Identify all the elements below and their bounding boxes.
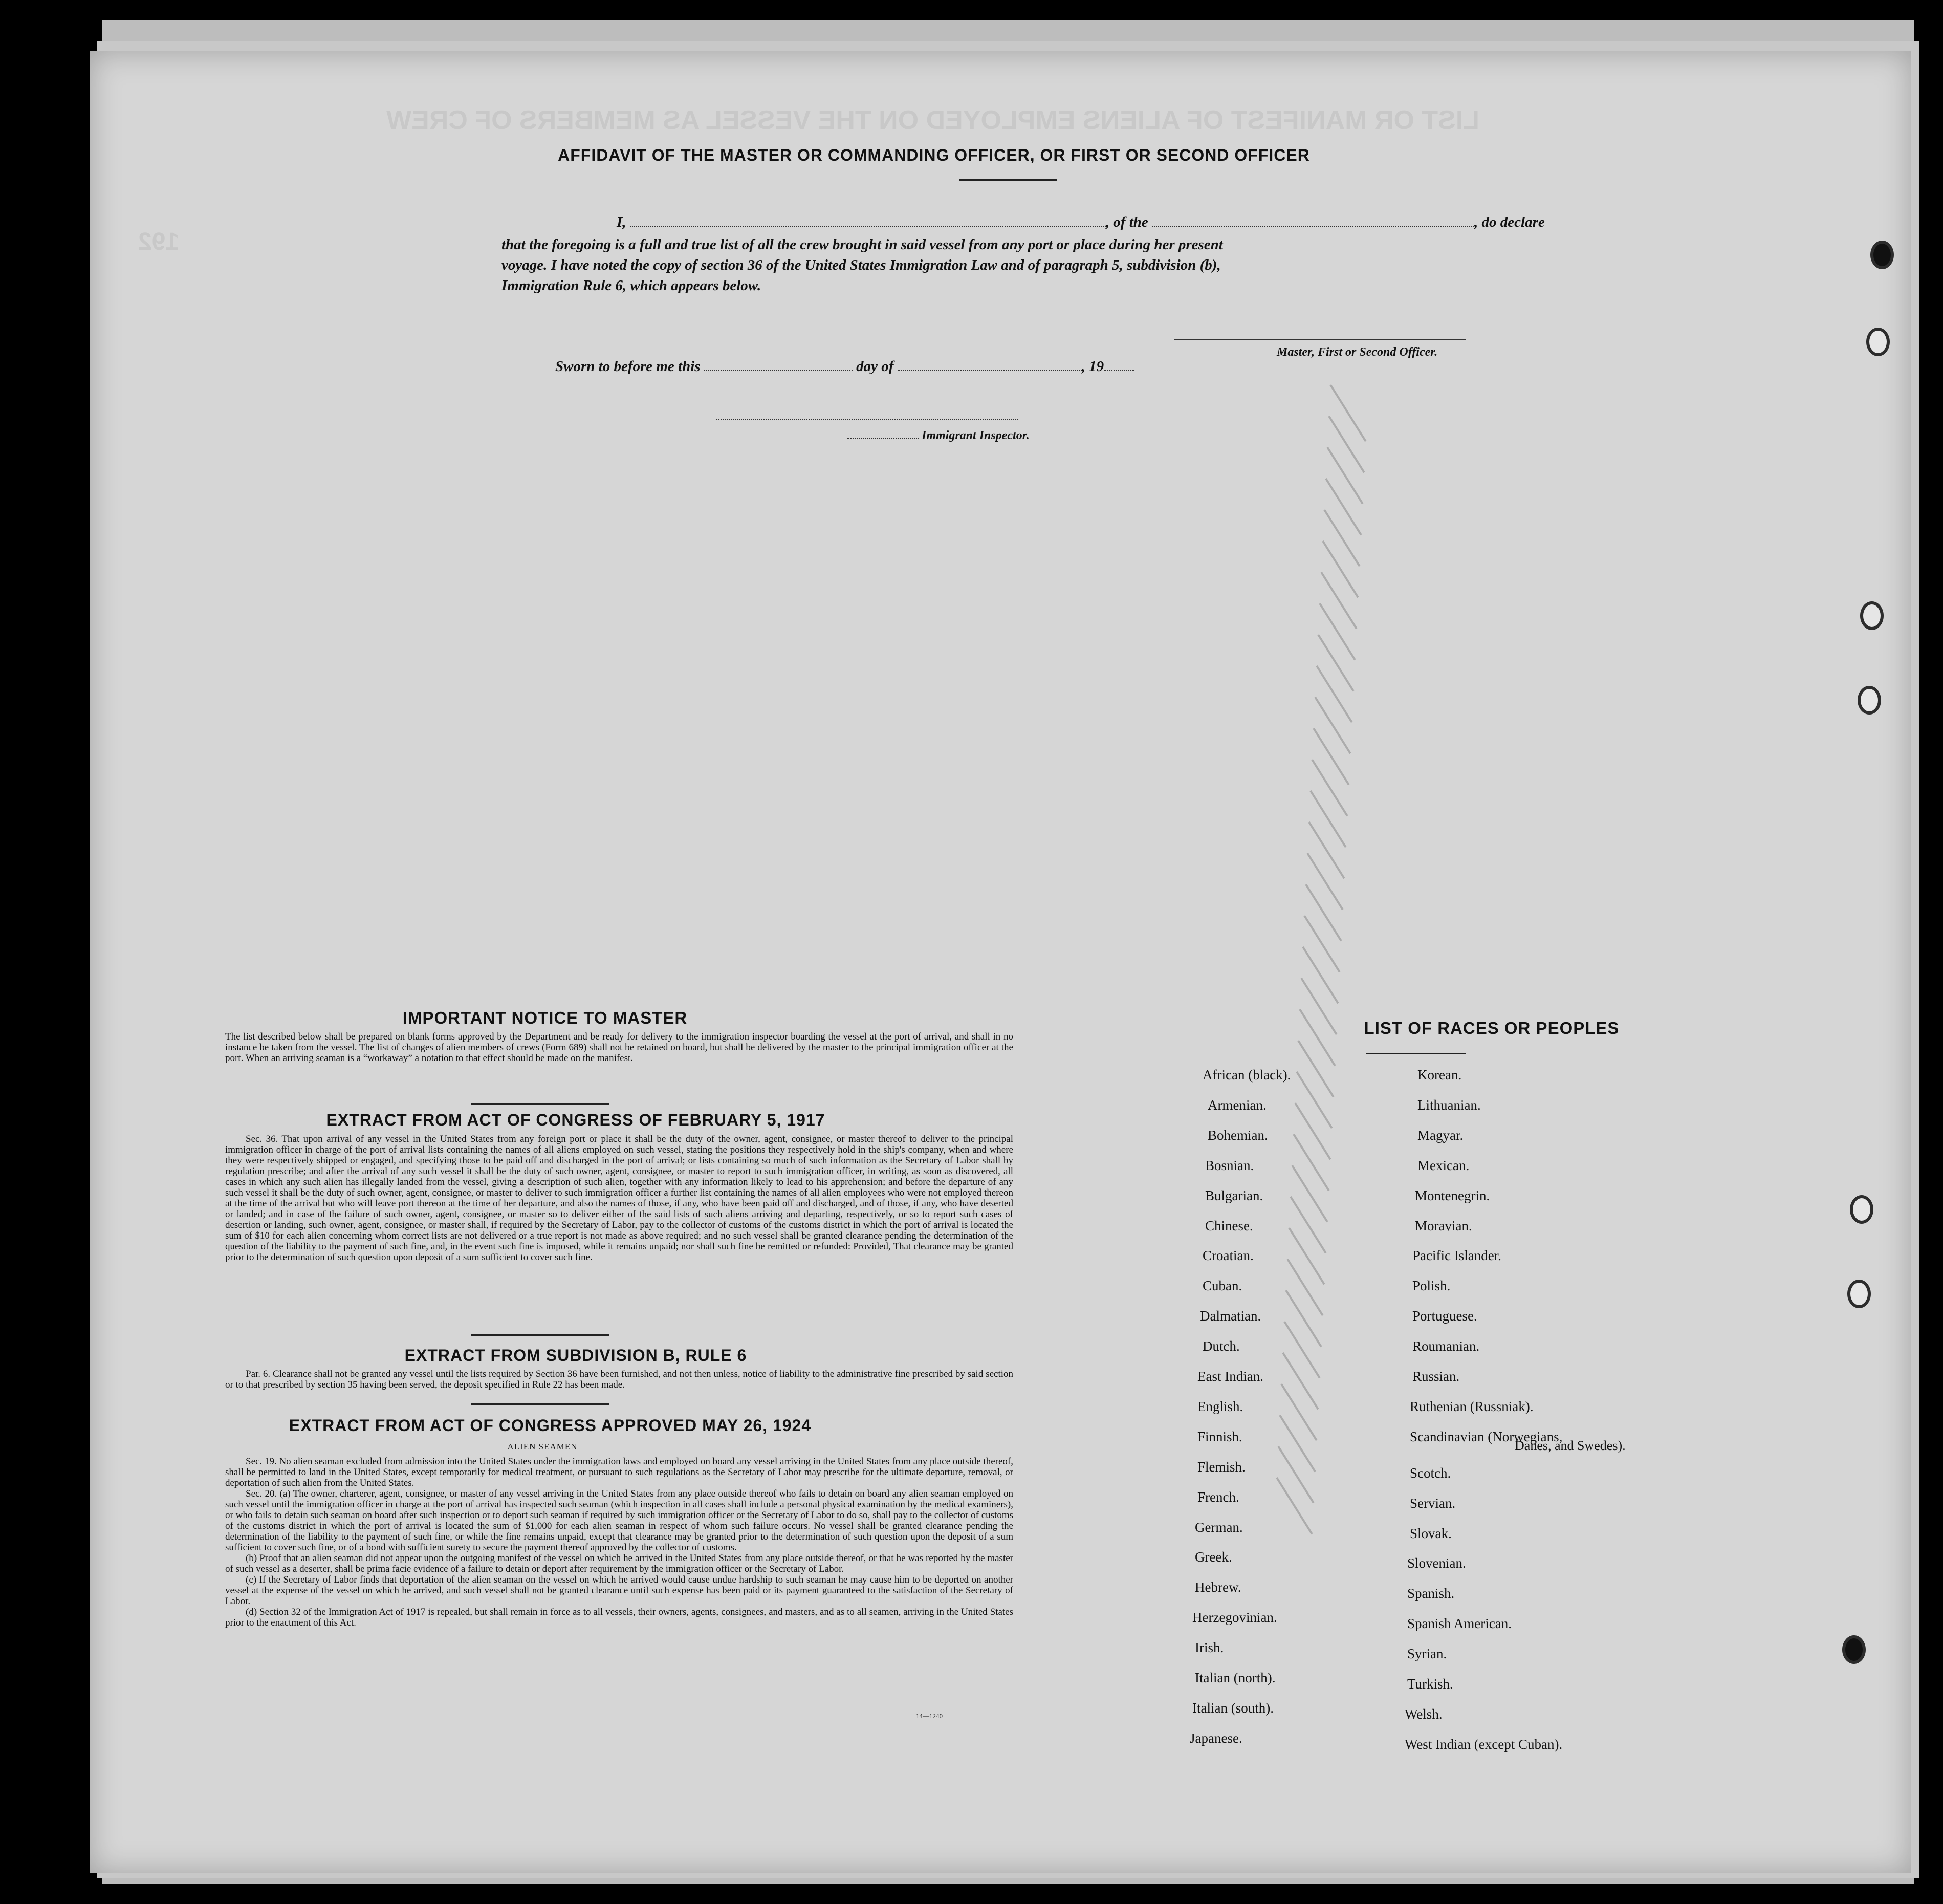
affidavit-line-2: voyage. I have noted the copy of section 36 of the United States Immigration Law and of paragraph 5, subdivision (b), <box>501 257 1221 273</box>
do-declare-label: , do declare <box>1474 214 1545 230</box>
tick-mark <box>1280 1383 1317 1441</box>
tick-mark <box>1291 1165 1328 1222</box>
sworn-day-field[interactable] <box>704 370 853 371</box>
race-item: Cuban. <box>1203 1278 1242 1294</box>
race-item: Herzegovinian. <box>1192 1610 1277 1626</box>
notice-body: The list described below shall be prepared on blank forms approved by the Department and be ready for delivery to the immigration inspector boarding the vessel at the port of arrival, and shall in no instance be taken from the vessel. The list of changes of alien members of crews (Form 689) shall not be retained on board, but shall be delivered by the master to the principal immigration officer at the port. When an arriving seaman is a “workaway” a notation to that effect should be made on the manifest. <box>225 1031 1013 1064</box>
bleed-through-header: LIST OR MANIFEST OF ALIENS EMPLOYED ON THE VESSEL AS MEMBERS OF CREW <box>386 105 1479 135</box>
signature-line[interactable] <box>1174 339 1466 340</box>
race-item: Portuguese. <box>1412 1308 1477 1324</box>
tick-mark <box>1316 665 1352 723</box>
race-item: Lithuanian. <box>1417 1097 1481 1113</box>
tick-mark <box>1286 1259 1323 1316</box>
inspector-leader <box>847 438 919 439</box>
tick-mark <box>1311 759 1348 816</box>
race-item: Croatian. <box>1203 1248 1254 1264</box>
day-of-label: day of <box>856 358 894 375</box>
race-item: Spanish American. <box>1407 1616 1512 1632</box>
race-item: Italian (south). <box>1192 1700 1274 1716</box>
divider <box>959 179 1057 181</box>
of-the-label: , of the <box>1105 214 1148 230</box>
race-item: Bulgarian. <box>1205 1187 1263 1203</box>
binder-hole <box>1860 601 1884 630</box>
race-item: Finnish. <box>1197 1429 1242 1444</box>
affidavit-title: AFFIDAVIT OF THE MASTER OR COMMANDING OFFICER, OR FIRST OR SECOND OFFICER <box>558 146 1310 164</box>
affidavit-declaration-line <box>501 214 1638 231</box>
tick-mark <box>1328 416 1365 473</box>
race-item: Bosnian. <box>1205 1157 1254 1173</box>
sec-20a: Sec. 20. (a) The owner, charterer, agent, consignee, or master of any vessel arriving in the United States from any place outside thereof who fails to detain on board any alien seaman employed on such vessel until the immigration officer in charge at the port of arrival has inspected such seaman (which inspection in all cases shall include a personal physical examination by the medical examiners), or who fails to detain such seaman on board after such inspection or to deport such seaman if required by such immigration officer or the Secretary of Labor to do so, shall pay to the collector of customs of the customs district in which the port of arrival is located the sum of $1,000 for each alien seaman in respect of whom such failure occurs. No vessel shall be granted clearance pending the determination of the liability to the payment of such fine, or while the fine remains unpaid, except that clearance may be granted prior to the determination of such question upon the deposit of a sum sufficient to cover such fine, or of a bond with sufficient surety to secure the payment thereof approved by the collector of customs. <box>225 1488 1013 1553</box>
tick-mark <box>1283 1321 1320 1378</box>
race-item: African (black). <box>1203 1067 1291 1083</box>
binder-hole <box>1850 1195 1873 1224</box>
tick-mark <box>1322 540 1359 598</box>
sworn-month-field[interactable] <box>898 370 1082 371</box>
tick-mark <box>1329 384 1366 442</box>
race-item: Scandinavian (Norwegians, <box>1410 1429 1563 1444</box>
extract-rule6-body: Par. 6. Clearance shall not be granted any vessel until the lists required by Section 36 have been furnished, and not then unless, notice of liability to the administrative fine prescribed by said section or to that prescribed by section 35 having been served, the deposit specified in Rule 22 has been made. <box>225 1369 1013 1390</box>
inspector-signature-line[interactable] <box>716 419 1018 420</box>
race-item: Armenian. <box>1208 1097 1267 1113</box>
notice-title: IMPORTANT NOTICE TO MASTER <box>402 1008 688 1027</box>
race-item: Pacific Islander. <box>1412 1248 1501 1264</box>
tick-mark <box>1323 509 1360 567</box>
inspector-caption: Immigrant Inspector. <box>922 429 1030 442</box>
race-item: Slovenian. <box>1407 1555 1466 1571</box>
tick-mark <box>1314 697 1351 754</box>
extract-1924-body <box>225 1456 1013 1628</box>
tick-mark <box>1279 1415 1316 1472</box>
race-item: Scotch. <box>1410 1465 1451 1481</box>
sec-20b: (b) Proof that an alien seaman did not appear upon the outgoing manifest of the vessel on which he arrived in the United States from any place outside thereof, or that he was reported by the master of such vessel as a deserter, shall be prima facie evidence of a failure to detain or deport after requirement by the immigration officer or the Secretary of Labor. <box>225 1553 1013 1574</box>
race-item: Hebrew. <box>1195 1580 1241 1595</box>
divider <box>471 1403 609 1405</box>
race-item: Slovak. <box>1410 1525 1452 1541</box>
race-item: Bohemian. <box>1208 1127 1268 1143</box>
tick-mark <box>1325 478 1362 535</box>
inspector-caption-line <box>847 429 1030 443</box>
race-item: Chinese. <box>1205 1218 1253 1234</box>
extract-1917-title: EXTRACT FROM ACT OF CONGRESS OF FEBRUARY 5, 1917 <box>326 1111 825 1129</box>
race-item: Spanish. <box>1407 1586 1455 1602</box>
form-number: 14—1240 <box>916 1712 943 1720</box>
binder-hole <box>1847 1280 1871 1308</box>
tick-mark <box>1319 603 1356 660</box>
tick-mark <box>1282 1352 1319 1410</box>
master-name-field[interactable] <box>630 226 1106 227</box>
race-item: Moravian. <box>1415 1218 1472 1234</box>
race-item: Ruthenian (Russniak). <box>1410 1398 1534 1414</box>
tick-mark <box>1277 1446 1314 1503</box>
extract-rule6-title: EXTRACT FROM SUBDIVISION B, RULE 6 <box>404 1346 747 1365</box>
divider <box>1366 1053 1466 1054</box>
race-item: Flemish. <box>1197 1459 1246 1475</box>
sworn-line <box>555 358 1134 375</box>
tick-mark <box>1290 1196 1326 1253</box>
vessel-name-field[interactable] <box>1152 226 1474 227</box>
binder-hole <box>1866 328 1890 356</box>
race-item: Korean. <box>1417 1067 1462 1083</box>
race-item: Russian. <box>1412 1369 1460 1384</box>
binder-hole <box>1858 686 1881 715</box>
binder-hole <box>1870 241 1894 269</box>
extract-1924-title: EXTRACT FROM ACT OF CONGRESS APPROVED MAY 26, 1924 <box>289 1416 812 1435</box>
tick-mark <box>1313 728 1349 785</box>
race-item: Dalmatian. <box>1200 1308 1261 1324</box>
race-item: Syrian. <box>1407 1646 1447 1662</box>
divider <box>471 1334 609 1336</box>
race-item: Servian. <box>1410 1495 1456 1511</box>
race-item: Greek. <box>1195 1549 1232 1565</box>
race-item: German. <box>1195 1519 1243 1535</box>
tick-mark <box>1326 447 1363 504</box>
tick-mark <box>1309 790 1346 848</box>
tick-mark <box>1276 1477 1313 1534</box>
bleed-through-page-number: 192 <box>138 228 180 255</box>
race-item: Italian (north). <box>1195 1670 1276 1685</box>
sworn-label: Sworn to before me this <box>555 358 701 375</box>
sec-20d: (d) Section 32 of the Immigration Act of 1917 is repealed, but shall remain in force as to all vessels, their owners, agents, consignees, and masters, and as to all seamen, arriving in the United States prior to the enactment of this Act. <box>225 1607 1013 1628</box>
race-item: Roumanian. <box>1412 1338 1480 1354</box>
i-label: I, <box>617 214 626 230</box>
affidavit-text <box>501 234 1638 296</box>
sworn-year-field[interactable] <box>1104 370 1134 371</box>
race-item: East Indian. <box>1197 1369 1263 1384</box>
sec-20c: (c) If the Secretary of Labor finds that deportation of the alien seaman on the vessel on which he arrived would cause undue hardship to such seaman he may cause him to be deported on another vessel at the expense of the vessel on which he arrived, and such vessel shall not be granted clearance until such expense has been paid or its payment guaranteed to the satisfaction of the Secretary of Labor. <box>225 1574 1013 1607</box>
affidavit-line-3: Immigration Rule 6, which appears below. <box>501 277 761 294</box>
race-item: Japanese. <box>1190 1730 1242 1746</box>
document-page <box>90 51 1911 1873</box>
extract-1917-body: Sec. 36. That upon arrival of any vessel in the United States from any foreign port or place it shall be the duty of the owner, agent, consignee, or master thereof to deliver to the principal immigration officer in charge of the port of arrival lists containing the names of all aliens employed on such vessel, stating the positions they respectively hold in the ship's company, when and where they were respectively shipped or engaged, and specifying those to be paid off and discharged in the port of arrival; or lists containing so much of such information as the Secretary of Labor shall by regulation prescribe; and after the arrival of any such vessel it shall be the duty of such owner, agent, consignee, or master to report to such immigration officer, in writing, as soon as discovered, all cases in which any such alien has illegally landed from the vessel, giving a description of such alien, together with any information likely to lead to his apprehension; and before the departure of any such vessel it shall be the duty of such owner, agent, consignee, or master to deliver to such immigration officer a further list containing the names of all alien employees who were not employed thereon at the time of the arrival but who will leave port thereon at the time of her departure, and also the names of those, if any, who have been paid off and discharged, and of those, if any, who have deserted or landed; and in case of the failure of such owner, agent, consignee, or master so to deliver either of the said lists of such aliens arriving and departing, respectively, or so to report such cases of desertion or landing, such owner, agent, consignee, or master shall, if required by the Secretary of Labor, pay to the collector of customs of the customs district in which the port of arrival is located the sum of $10 for each alien concerning whom correct lists are not delivered or a true report is not made as above required; and no such vessel shall be granted clearance pending the determination of the question of the liability to the payment of such fine, and, in the event such fine is imposed, while it remains unpaid; nor shall such fine be remitted or refunded: Provided, That clearance may be granted prior to the determination of such question upon deposit of a sum sufficient to cover such fine. <box>225 1134 1013 1263</box>
tick-mark <box>1320 572 1357 629</box>
race-item: West Indian (except Cuban). <box>1405 1736 1563 1752</box>
race-item: Polish. <box>1412 1278 1451 1294</box>
race-scandinavian-continued: Danes, and Swedes). <box>1515 1438 1626 1453</box>
race-item: French. <box>1197 1489 1239 1505</box>
race-item: Magyar. <box>1417 1127 1464 1143</box>
tick-mark <box>1285 1290 1322 1347</box>
tick-mark <box>1294 1102 1331 1160</box>
tick-mark <box>1305 884 1342 941</box>
race-item: Montenegrin. <box>1415 1187 1490 1203</box>
tick-mark <box>1293 1134 1329 1191</box>
signature-caption: Master, First or Second Officer. <box>1277 345 1438 359</box>
tick-mark <box>1306 853 1343 910</box>
tick-mark <box>1296 1071 1333 1129</box>
tick-mark <box>1317 634 1354 691</box>
year-label: , 19 <box>1081 358 1104 375</box>
affidavit-line-1: that the foregoing is a full and true list of all the crew brought in said vessel from any port or place during her present <box>501 236 1223 253</box>
race-item: Welsh. <box>1405 1706 1443 1722</box>
race-item: Mexican. <box>1417 1157 1470 1173</box>
race-item: Dutch. <box>1203 1338 1240 1354</box>
divider <box>471 1103 609 1105</box>
race-item: English. <box>1197 1398 1243 1414</box>
race-item: Turkish. <box>1407 1676 1453 1692</box>
tick-mark <box>1302 946 1339 1004</box>
alien-seamen-subtitle: ALIEN SEAMEN <box>507 1442 578 1452</box>
tick-mark <box>1288 1227 1325 1285</box>
race-item: Irish. <box>1195 1640 1224 1656</box>
tick-mark <box>1303 915 1340 972</box>
tick-mark <box>1308 821 1345 879</box>
binder-hole <box>1842 1635 1866 1664</box>
races-title: LIST OF RACES OR PEOPLES <box>1364 1019 1620 1037</box>
sec-19: Sec. 19. No alien seaman excluded from admission into the United States under the immigration laws and employed on board any vessel arriving in the United States from any place outside thereof, shall be permitted to land in the United States, except temporarily for medical treatment, or pursuant to such regulations as the Secretary of Labor may prescribe for the ultimate departure, removal, or deportation of such alien from the United States. <box>225 1456 1013 1488</box>
tick-mark <box>1297 1040 1334 1097</box>
